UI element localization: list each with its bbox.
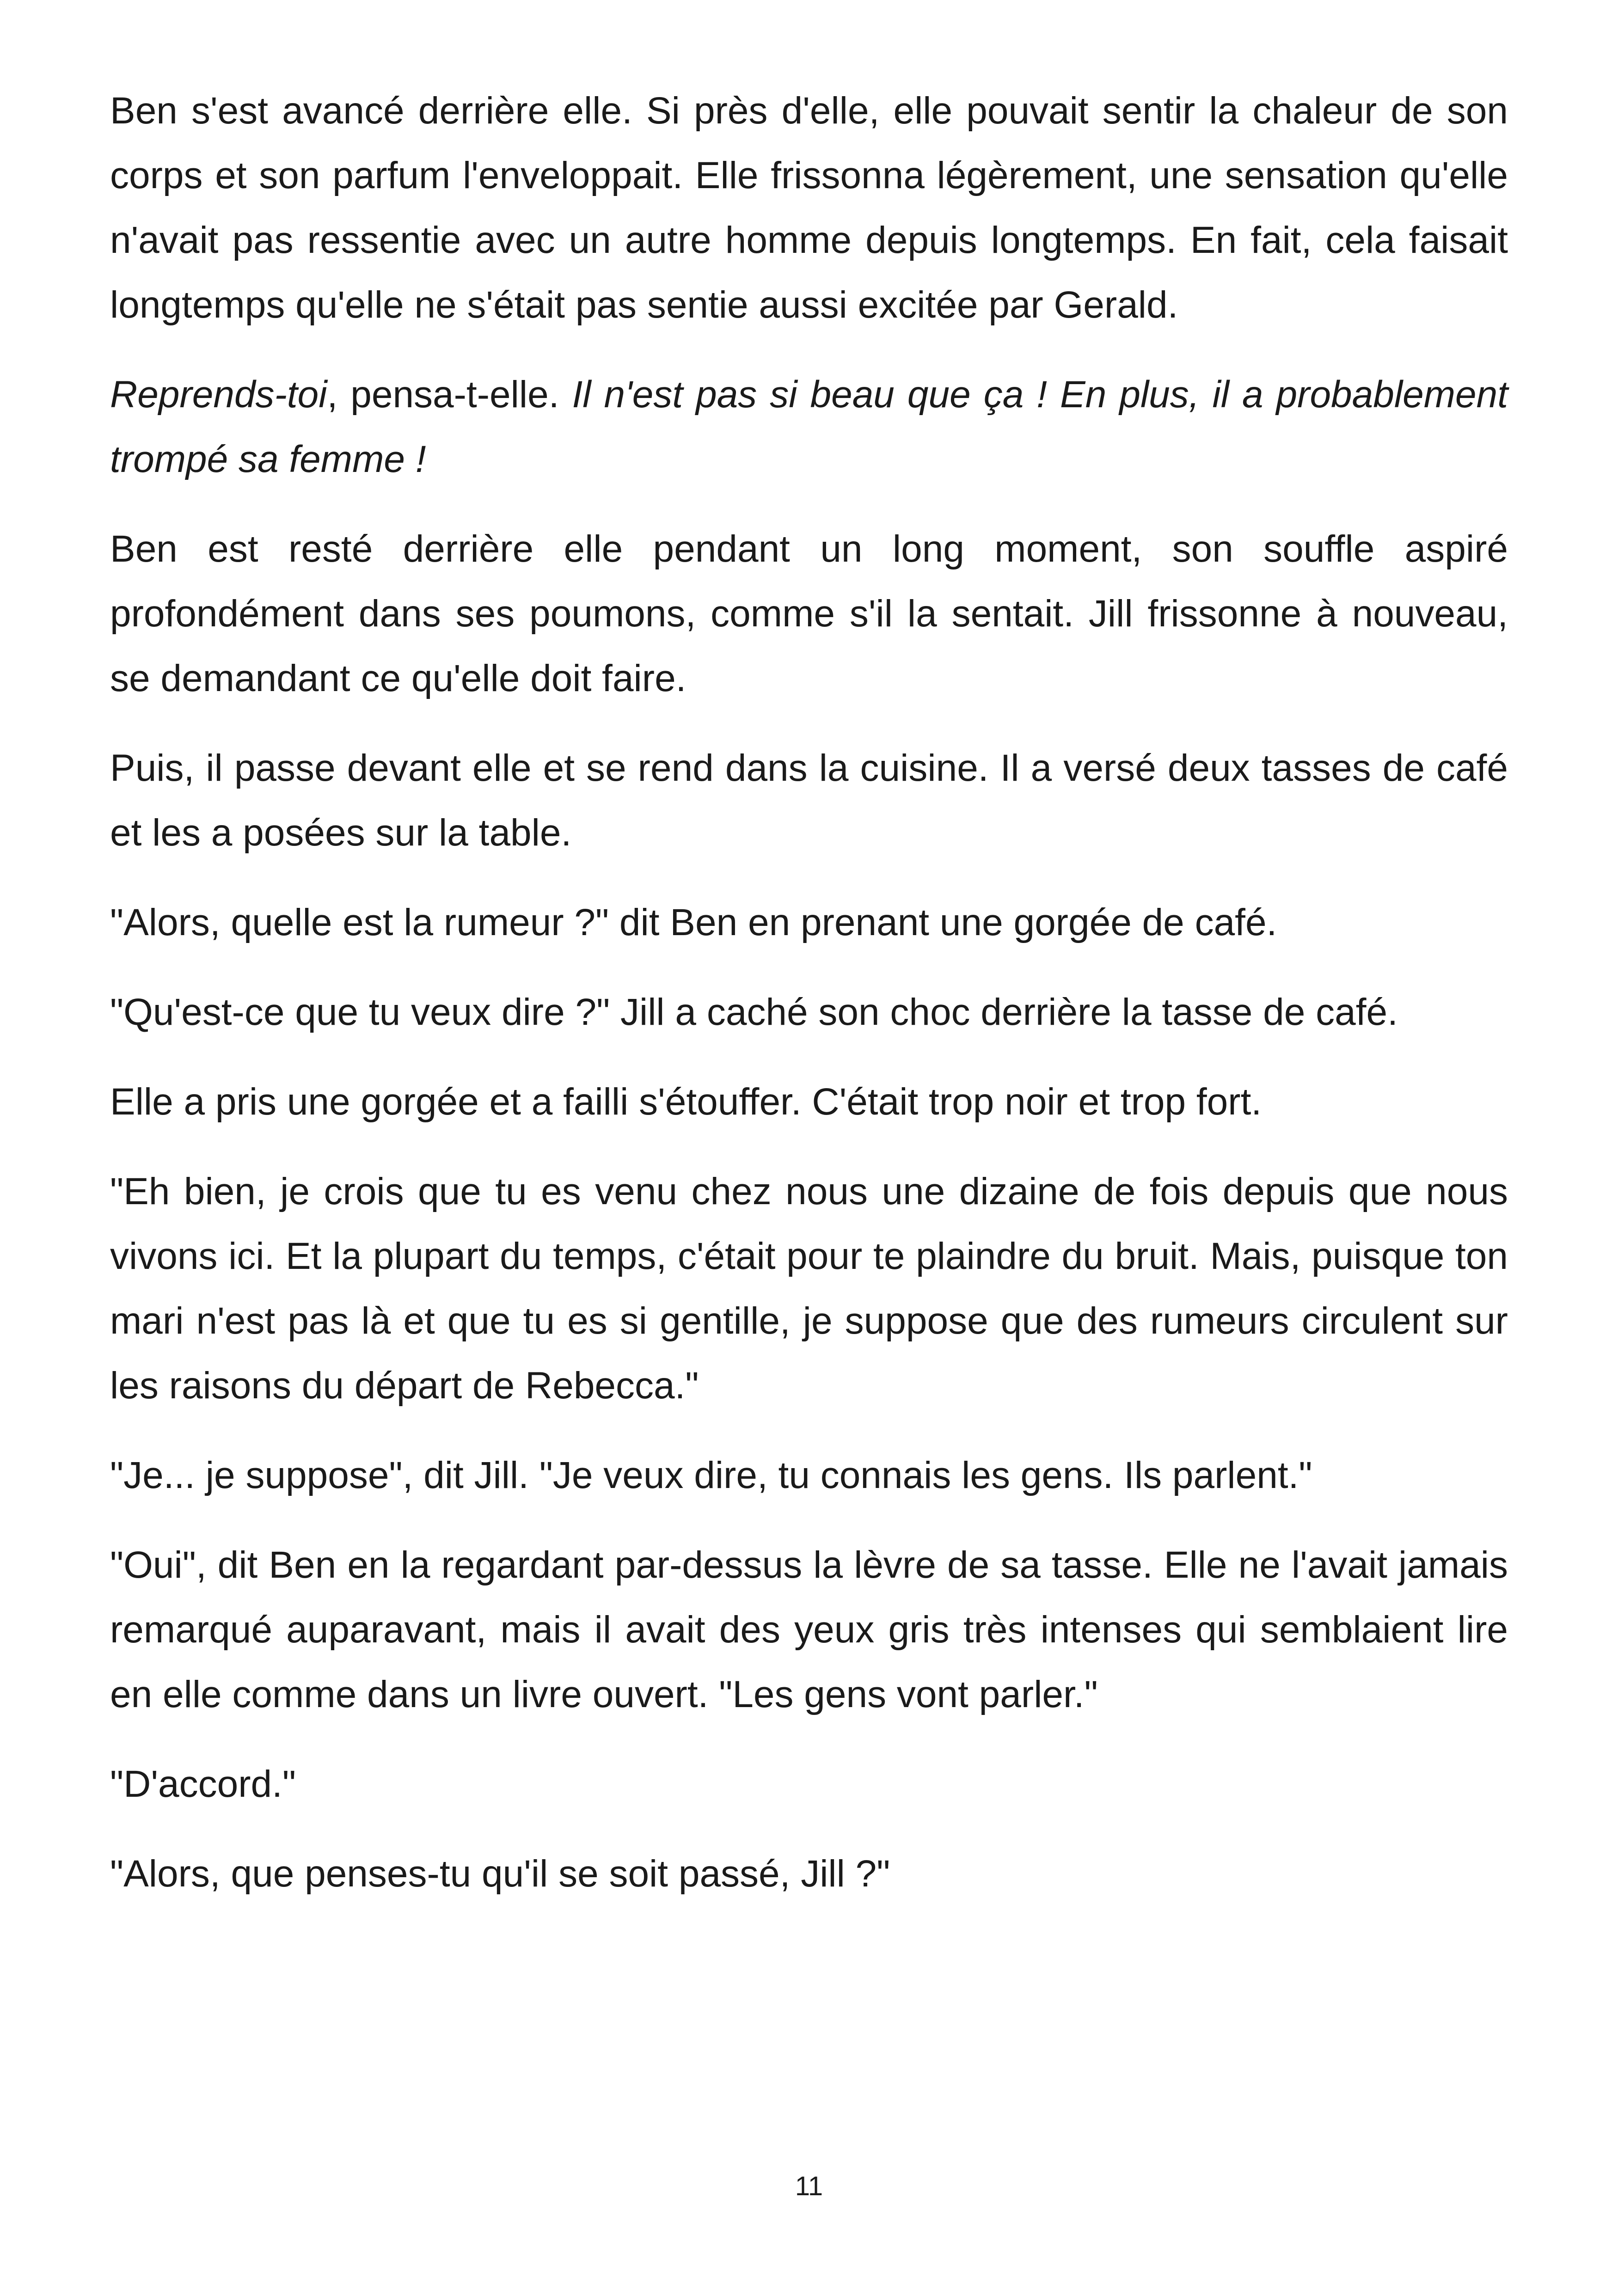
paragraph-11: "D'accord."	[110, 1763, 296, 1805]
paragraph-6: "Qu'est-ce que tu veux dire ?" Jill a caché son choc derrière la tasse de café.	[110, 991, 1398, 1033]
paragraph-1: Ben s'est avancé derrière elle. Si près d'elle, elle pouvait sentir la chaleur de son corps et son parfum l'enveloppait. Elle frissonna légèrement, une sensation qu'elle n'avait pas ressentie avec un autre homme depuis longtemps. En fait, cela faisait longtemps qu'elle ne s'était pas sentie aussi excitée par Gerald.	[110, 90, 1508, 326]
paragraph-5: "Alors, quelle est la rumeur ?" dit Ben en prenant une gorgée de café.	[110, 901, 1277, 943]
paragraph-2-italic-b: Il n'est pas si beau que ça ! En plus, il a probablement trompé sa femme !	[110, 373, 1508, 480]
paragraph-10: "Oui", dit Ben en la regardant par-dessus la lèvre de sa tasse. Elle ne l'avait jamais remarqué auparavant, mais il avait des yeux gris très intenses qui semblaient lire en elle comme dans un livre ouvert. "Les gens vont parler."	[110, 1544, 1508, 1715]
paragraph-9: "Je... je suppose", dit Jill. "Je veux dire, tu connais les gens. Ils parlent."	[110, 1454, 1312, 1496]
paragraph-3: Ben est resté derrière elle pendant un long moment, son souffle aspiré profondément dans ses poumons, comme s'il la sentait. Jill frissonne à nouveau, se demandant ce qu'elle doit faire.	[110, 528, 1508, 699]
paragraph-8: "Eh bien, je crois que tu es venu chez nous une dizaine de fois depuis que nous vivons ici. Et la plupart du temps, c'était pour te plaindre du bruit. Mais, puisque ton mari n'est pas là et que tu es si gentille, je suppose que des rumeurs circulent sur les raisons du départ de Rebecca."	[110, 1170, 1508, 1407]
paragraph-2-plain: , pensa-t-elle.	[327, 373, 572, 416]
paragraph-7: Elle a pris une gorgée et a failli s'étouffer. C'était trop noir et trop fort.	[110, 1081, 1262, 1123]
page-number: 11	[795, 2171, 823, 2201]
paragraph-2	[110, 362, 1508, 492]
paragraph-12: "Alors, que penses-tu qu'il se soit passé, Jill ?"	[110, 1853, 890, 1895]
paragraph-2-italic-a: Reprends-toi	[110, 373, 327, 416]
paragraph-4: Puis, il passe devant elle et se rend dans la cuisine. Il a versé deux tasses de café et les a posées sur la table.	[110, 747, 1508, 854]
document-body	[110, 79, 1508, 1931]
